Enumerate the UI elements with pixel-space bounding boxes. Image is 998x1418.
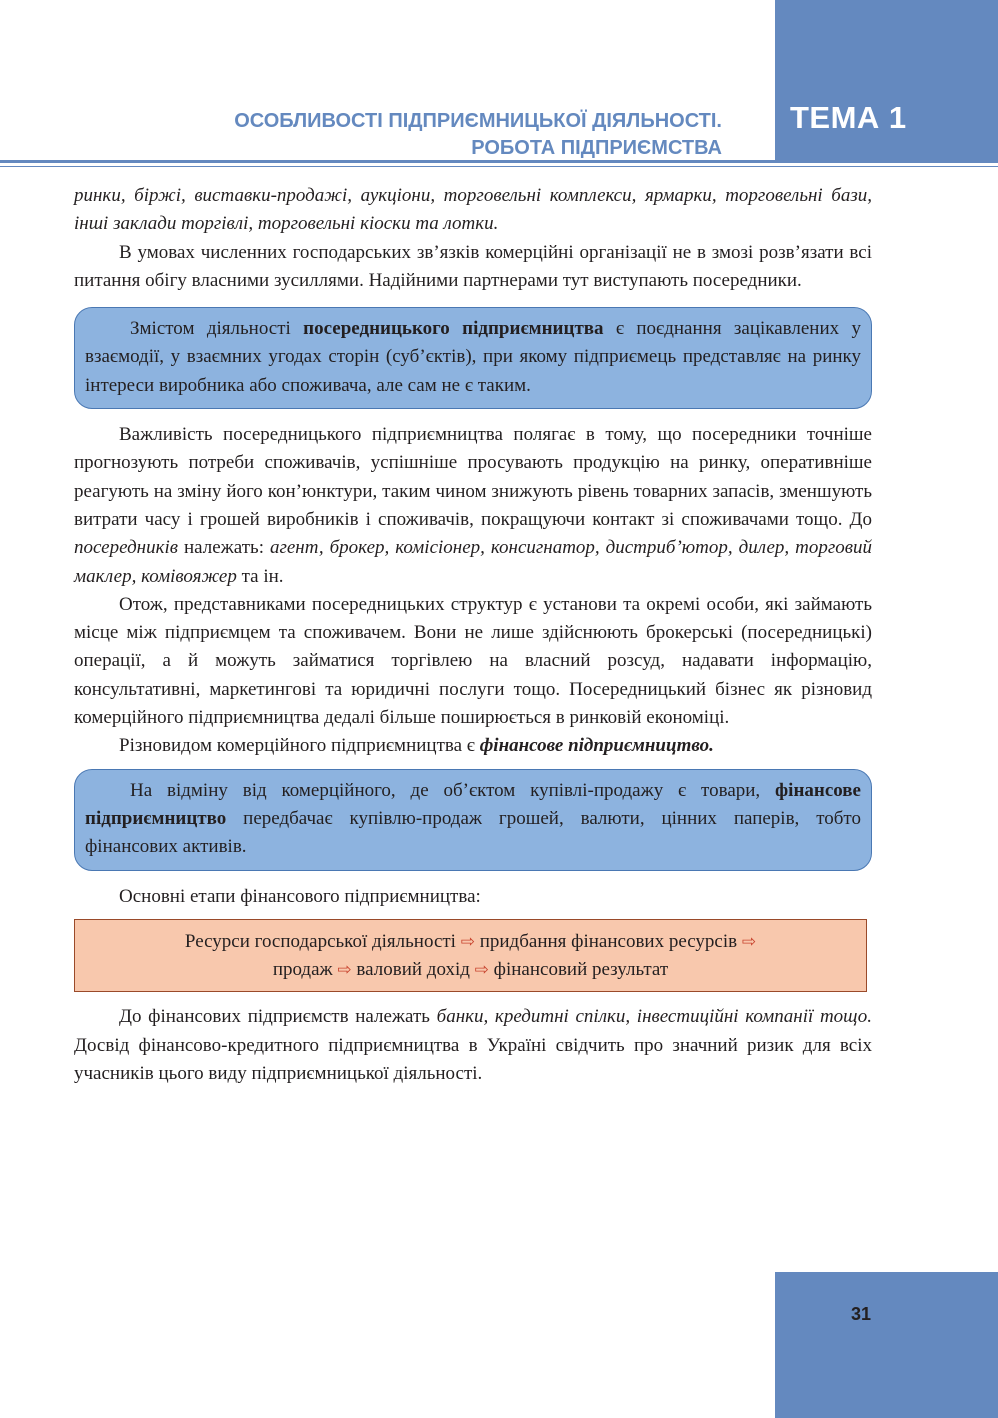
paragraph-financial-intro xyxy=(74,732,872,760)
enterprises-post: Досвід фінансово-кредитного підприємництва в Україні свідчить про значний ризик для всіх учасників цього виду підприємницької діяльності. xyxy=(74,1034,872,1085)
definition-text xyxy=(85,315,861,400)
financial-definition-pre: На відміну від комерційного, де об’єктом купівлі-продажу є товари, xyxy=(130,779,776,801)
financial-definition-post: передбачає купівлю-продаж грошей, валюти, цінних паперів, тобто фінансових активів. xyxy=(85,807,861,858)
importance-italic-term: посередників xyxy=(74,537,179,559)
stage-financial-result: фінансовий результат xyxy=(493,959,669,981)
chapter-title-line2: РОБОТА ПІДПРИЄМСТВА xyxy=(471,137,722,159)
definition-pre: Змістом діяльності xyxy=(130,318,304,340)
financial-term: фінансове підприємництво. xyxy=(479,735,714,757)
financial-intro-pre: Різновидом комерційного підприємництва є xyxy=(119,735,480,757)
paragraph-importance xyxy=(74,421,872,591)
definition-box-financial xyxy=(74,769,872,871)
page-content xyxy=(74,182,872,1088)
page-number: 31 xyxy=(851,1304,872,1324)
page-number-block xyxy=(775,1272,998,1418)
stages-line2 xyxy=(85,956,856,984)
definition-term: посередницького підприємництва xyxy=(303,318,604,340)
definition-box-intermediary xyxy=(74,307,872,409)
importance-mid: належать: xyxy=(178,537,270,559)
chapter-title xyxy=(82,108,722,162)
enterprises-pre: До фінансових підприємств належать xyxy=(119,1006,437,1028)
stage-acquisition: придбання фінансових ресурсів xyxy=(479,930,738,952)
stages-box xyxy=(74,919,867,993)
stage-sale: продаж xyxy=(272,959,333,981)
right-arrow-icon: ⇨ xyxy=(741,931,757,952)
stage-resources: Ресурси господарської діяльності xyxy=(184,930,456,952)
tema-banner xyxy=(775,0,998,160)
right-arrow-icon: ⇨ xyxy=(474,960,489,981)
paragraph-stages-intro: Основні етапи фінансового підприємництва: xyxy=(119,885,481,907)
chapter-title-line1: ОСОБЛИВОСТІ ПІДПРИЄМНИЦЬКОЇ ДІЯЛЬНОСТІ. xyxy=(234,110,722,132)
stages-line1 xyxy=(85,928,856,956)
tema-label: ТЕМА 1 xyxy=(790,100,907,135)
markets-list: ринки, біржі, виставки-продажі, аукціони, торговельні комплекси, ярмарки, торговельні бази, інші заклади торгівлі, торговельні кіоски та лотки. xyxy=(74,185,872,235)
financial-definition-text xyxy=(85,777,861,862)
financial-definition-term: фінансове підприємництво xyxy=(85,779,861,829)
enterprises-list: банки, кредитні спілки, інвестиційні компанії тощо. xyxy=(436,1006,872,1028)
definition-post: є поєднання зацікавлених у взаємодії, у взаємних угодах сторін (суб’єктів), при якому підприємець представляє на ринку інтереси виробника або споживача, але сам не є таким. xyxy=(85,318,861,396)
paragraph-financial-enterprises xyxy=(74,1003,872,1088)
paragraph-representatives: Отож, представниками посередницьких структур є установи та окремі особи, які займають місце між підприємцем та споживачем. Вони не лише здійснюють брокерські (посередницькі) операції, а й можуть займатися торгівлею на власний розсуд, надавати інформацію, консультативні, маркетингові та юридичні послуги тощо. Посередницький бізнес як різновид комерційного підприємництва дедалі більше поширюється в ринковій економіці. xyxy=(74,593,872,729)
importance-pre: Важливість посередницького підприємництва полягає в тому, що посередники точніше прогнозують потреби споживачів, успішніше просувають продукцію на ринку, оперативніше реагують на зміну його кон’юнктури, таким чином знижують рівень товарних запасів, зменшують витрати часу і грошей виробників і споживачів, покращуючи контакт зі споживачами тощо. До xyxy=(74,424,872,530)
intermediaries-list: агент, брокер, комісіонер, консигнатор, дистриб’ютор, дилер, торговий маклер, комівояжер xyxy=(74,537,873,587)
paragraph-markets xyxy=(74,182,872,239)
right-arrow-icon: ⇨ xyxy=(460,931,475,952)
importance-post: та ін. xyxy=(236,565,284,587)
stage-gross-income: валовий дохід xyxy=(356,959,470,981)
header-divider xyxy=(0,160,998,163)
right-arrow-icon: ⇨ xyxy=(337,960,352,981)
header-divider-thin xyxy=(0,166,998,167)
paragraph-intermediaries-intro: В умовах численних господарських зв’язків комерційні організації не в змозі розв’язати всі питання обігу власними зусиллями. Надійними партнерами тут виступають посередники. xyxy=(74,241,872,291)
